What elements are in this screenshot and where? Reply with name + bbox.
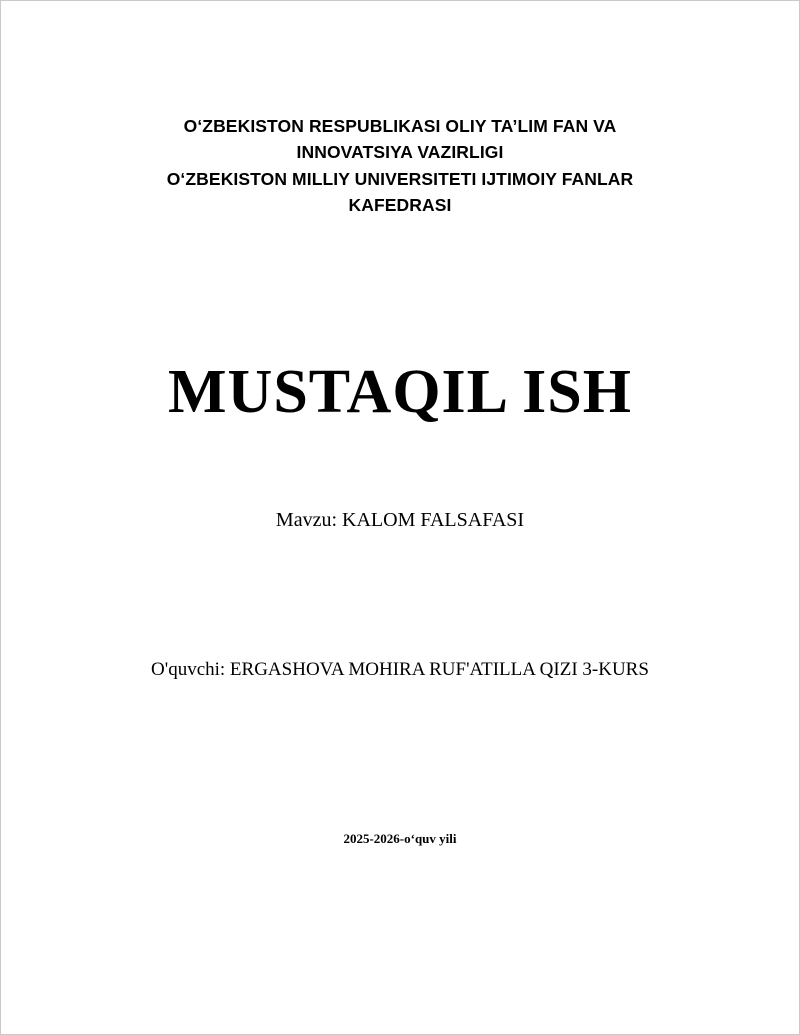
institution-header-line-2: INNOVATSIYA VAZIRLIGI	[296, 142, 504, 163]
title-block	[91, 358, 709, 426]
academic-year: 2025-2026-o‘quv yili	[343, 831, 457, 847]
document-title: MUSTAQIL ISH	[168, 358, 632, 426]
author-line: O'quvchi: ERGASHOVA MOHIRA RUF'ATILLA QIZI 3-KURS	[151, 659, 649, 681]
institution-header-line-3: O‘ZBEKISTON MILLIY UNIVERSITETI IJTIMOIY FANLAR	[166, 168, 634, 189]
institution-header	[91, 113, 709, 218]
institution-header-line-4: KAFEDRASI	[348, 194, 452, 215]
page-content	[91, 1, 709, 1034]
subject-line: Mavzu: KALOM FALSAFASI	[275, 509, 525, 532]
institution-header-line-1: O‘ZBEKISTON RESPUBLIKASI OLIY TA’LIM FAN VA	[183, 116, 617, 136]
